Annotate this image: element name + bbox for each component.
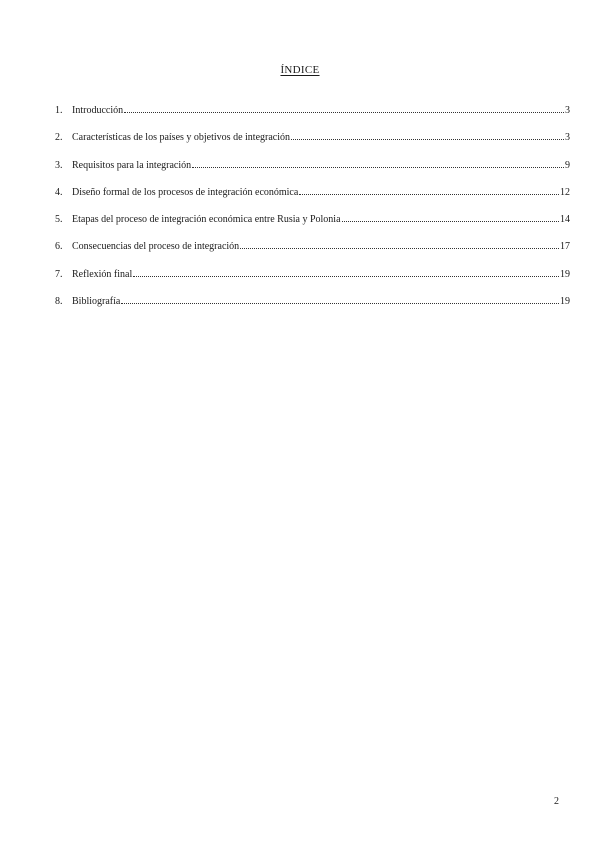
toc-entry-page: 3 [565,132,570,144]
toc-entry [55,105,570,132]
toc-entry-page: 19 [560,296,570,308]
toc-dot-leader [342,220,559,222]
toc-entry-label: Etapas del proceso de integración económica entre Rusia y Polonia [72,214,341,226]
toc-entry [55,160,570,187]
toc-dot-leader [192,166,564,168]
toc-entry-page: 9 [565,159,570,171]
toc-entry-label: Requisitos para la integración [72,159,192,171]
toc-dot-leader [240,247,559,249]
toc-entry [55,214,570,241]
toc-entry [55,187,570,214]
toc-dot-leader [299,193,559,195]
table-of-contents [55,105,570,323]
toc-entry-label: Reflexión final [72,268,133,280]
toc-entry-page: 14 [560,214,570,226]
toc-dot-leader [133,275,559,277]
toc-entry-number: 4. [55,186,63,198]
toc-entry-label: Introducción [72,105,124,116]
page-number: 2 [554,796,559,807]
toc-dot-leader [121,302,559,304]
toc-entry [55,269,570,296]
toc-entry [55,241,570,268]
toc-entry [55,132,570,159]
toc-entry-number: 3. [55,159,63,171]
index-title: ÍNDICE [280,64,320,76]
toc-entry-number: 5. [55,214,63,226]
toc-entry-number: 2. [55,132,63,144]
toc-entry-page: 17 [560,241,570,253]
toc-dot-leader [124,111,564,113]
toc-entry-number: 8. [55,296,63,308]
toc-dot-leader [291,138,564,140]
toc-entry-page: 3 [565,105,570,116]
toc-entry-label: Diseño formal de los procesos de integración económica [72,186,299,198]
toc-entry-label: Características de los países y objetivos de integración [72,132,290,144]
toc-entry [55,296,570,323]
toc-entry-number: 6. [55,241,63,253]
toc-entry-label: Consecuencias del proceso de integración [72,241,240,253]
toc-entry-number: 7. [55,268,63,280]
toc-entry-number: 1. [55,105,63,116]
toc-entry-page: 12 [560,186,570,198]
toc-entry-label: Bibliografía [72,296,121,308]
toc-entry-page: 19 [560,268,570,280]
